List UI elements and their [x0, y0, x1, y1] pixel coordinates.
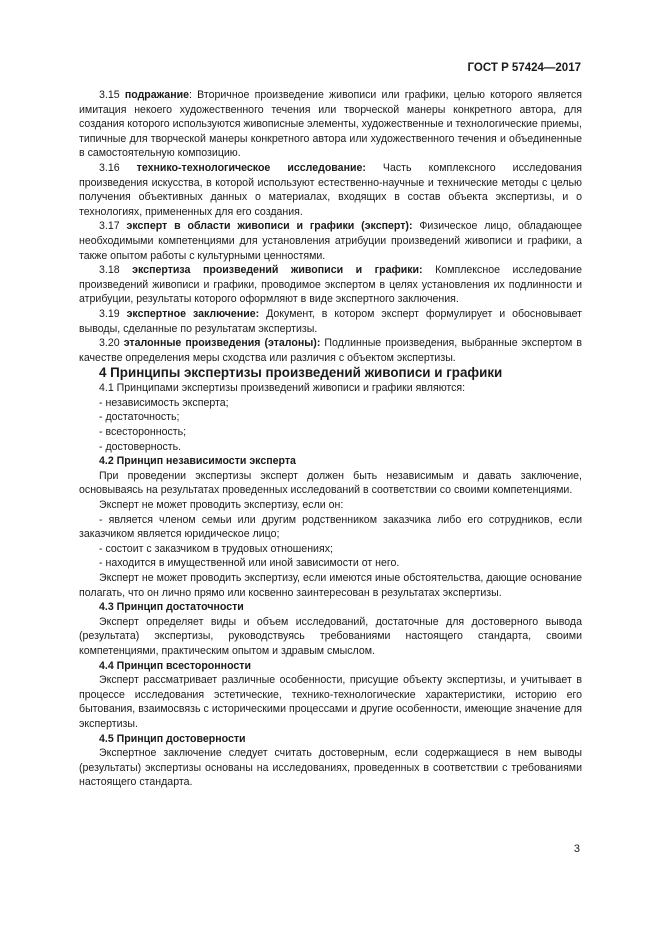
term-3-16: 3.16 технико-технологическое исследование: Часть комплексного исследования произведения искусства, в которой используют естественно-научные и технические методы с целью получения объективных данных о материалах, входящих в состав объекта экспертизы, и о технологиях, примененных для его создания.: [79, 161, 582, 218]
term-3-18: 3.18 экспертиза произведений живописи и графики: Комплексное исследование произведений живописи и графики, проводимое экспертом в целях установления их подлинности и атрибуции, результаты которого оформляют в виде экспертного заключения.: [79, 264, 582, 306]
section-4-4-title: 4.4 Принцип всесторонности: [99, 659, 252, 672]
document-code: ГОСТ Р 57424—2017: [467, 62, 581, 74]
paragraph: Экспертное заключение следует считать достоверным, если содержащиеся в нем выводы (результаты) экспертизы основаны на исследованиях, проведенных в соответствии с требованиями настоящего стандарта.: [79, 747, 582, 789]
list-item: - независимость эксперта;: [99, 396, 229, 409]
section-4-2-title: 4.2 Принцип независимости эксперта: [99, 455, 296, 468]
term-3-15: 3.15 подражание: Вторичное произведение живописи или графики, целью которого является имитация некоего художественного течения или творческой манеры конкретного автора, для создания которого используются живописные элементы, художественные и технологические приемы, типичные для творческой манеры конкретного автора или художественного течения и объединенные в самостоятельную композицию.: [79, 89, 582, 160]
paragraph: Эксперт определяет виды и объем исследований, достаточные для достоверного вывода (результата) экспертизы, руководствуясь требованиями настоящего стандарта, своими компетенциями, практическим опытом и здравым смыслом.: [79, 615, 582, 657]
list-item: - достоверность.: [99, 440, 182, 453]
paragraph: Эксперт рассматривает различные особенности, присущие объекту экспертизы, и учитывает в процессе исследования эстетические, технико-технологические характеристики, историю его бытования, взаимосвязь с историческими процессами и другие особенности, имеющие значение для экспертизы.: [79, 674, 582, 730]
list-item: - является членом семьи или другим родственником заказчика либо его сотрудников, если заказчиком является юридическое лицо;: [79, 513, 582, 541]
paragraph: Эксперт не может проводить экспертизу, если имеются иные обстоятельства, дающие основание полагать, что он лично прямо или косвенно заинтересован в результатах экспертизы.: [79, 572, 582, 599]
list-item: - находится в имущественной или иной зависимости от него.: [99, 557, 400, 570]
list-item: - всесторонность;: [99, 426, 187, 439]
term-3-20: 3.20 эталонные произведения (эталоны): Подлинные произведения, выбранные экспертом в качестве определения меры сходства или различия с объектом экспертизы.: [79, 337, 582, 364]
section-4-1-intro: 4.1 Принципами экспертизы произведений живописи и графики являются:: [99, 382, 466, 395]
section-4-3-title: 4.3 Принцип достаточности: [99, 601, 244, 614]
page-number: 3: [573, 843, 580, 855]
list-item: - состоит с заказчиком в трудовых отношениях;: [99, 542, 333, 555]
term-3-17: 3.17 эксперт в области живописи и графики (эксперт): Физическое лицо, обладающее необходимыми компетенциями для установления атрибуции произведений живописи и графики, а также опытом работы с культурными ценностями.: [79, 220, 582, 262]
page-body: [79, 88, 582, 790]
section-4-title: 4 Принципы экспертизы произведений живописи и графики: [99, 365, 503, 381]
list-item: - достаточность;: [99, 411, 180, 424]
paragraph: При проведении экспертизы эксперт должен быть независимым и давать заключение, основываясь на результатах проведенных исследований в соответствии со своими компетенциями.: [79, 469, 582, 497]
paragraph: Эксперт не может проводить экспертизу, если он:: [99, 499, 344, 512]
term-3-19: 3.19 экспертное заключение: Документ, в котором эксперт формулирует и обосновывает выводы, сделанные по результатам экспертизы.: [79, 307, 582, 335]
section-4-5-title: 4.5 Принцип достоверности: [99, 732, 246, 745]
